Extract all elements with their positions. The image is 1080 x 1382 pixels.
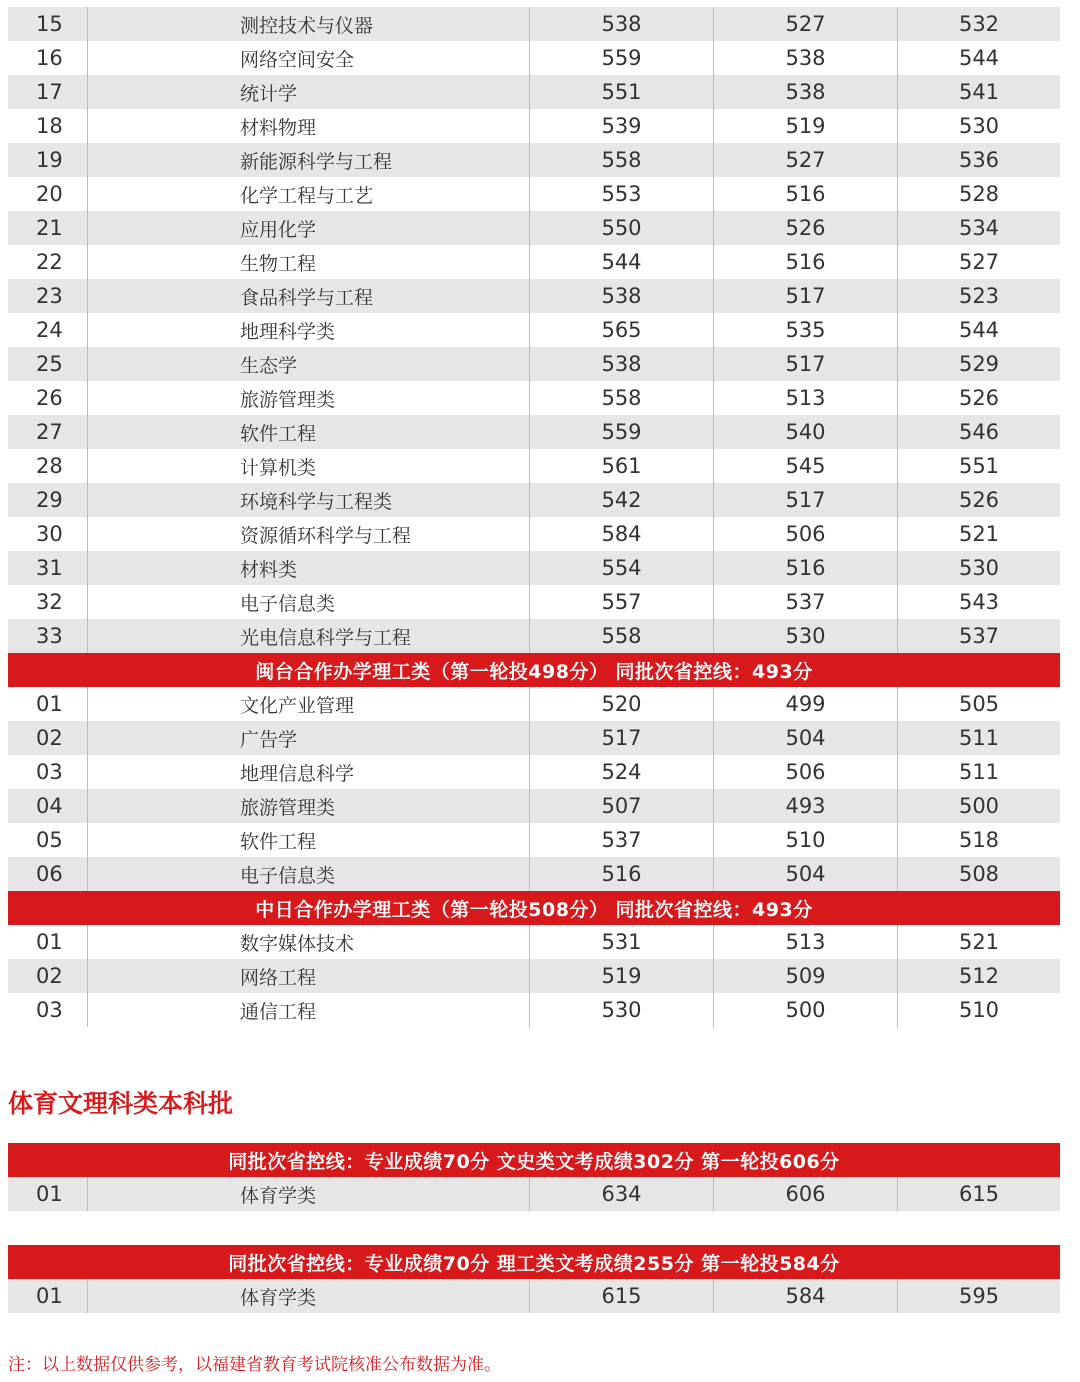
score-table-sports-science bbox=[8, 1245, 1060, 1313]
score-b: 540 bbox=[714, 415, 898, 449]
score-b: 538 bbox=[714, 75, 898, 109]
row-index: 19 bbox=[8, 143, 88, 177]
row-index: 25 bbox=[8, 347, 88, 381]
score-c: 534 bbox=[958, 216, 1000, 240]
score-a: 520 bbox=[530, 687, 714, 721]
major-name: 通信工程 bbox=[88, 993, 530, 1027]
score-c: 615 bbox=[958, 1182, 1000, 1206]
score-a: 519 bbox=[530, 959, 714, 993]
row-index: 02 bbox=[8, 959, 88, 993]
row-index: 06 bbox=[8, 857, 88, 891]
score-c: 527 bbox=[958, 250, 1000, 274]
row-index: 16 bbox=[8, 41, 88, 75]
row-index: 26 bbox=[8, 381, 88, 415]
score-c: 543 bbox=[958, 590, 1000, 614]
table-row bbox=[8, 789, 1060, 823]
score-a: 554 bbox=[530, 551, 714, 585]
score-c: 536 bbox=[958, 148, 1000, 172]
row-index: 22 bbox=[8, 245, 88, 279]
score-b: 545 bbox=[714, 449, 898, 483]
table-row bbox=[8, 585, 1060, 619]
score-a: 553 bbox=[530, 177, 714, 211]
score-c: 546 bbox=[958, 420, 1000, 444]
score-a: 559 bbox=[530, 41, 714, 75]
score-a: 517 bbox=[530, 721, 714, 755]
score-b: 584 bbox=[714, 1279, 898, 1313]
score-b: 504 bbox=[714, 721, 898, 755]
row-index: 01 bbox=[8, 925, 88, 959]
major-name: 资源循环科学与工程 bbox=[88, 517, 530, 551]
major-name: 生态学 bbox=[88, 347, 530, 381]
group-banner-zhongri: 中日合作办学理工类（第一轮投508分） 同批次省控线：493分 bbox=[8, 891, 1060, 925]
major-name: 生物工程 bbox=[88, 245, 530, 279]
major-name: 广告学 bbox=[88, 721, 530, 755]
score-a: 558 bbox=[530, 381, 714, 415]
row-index: 30 bbox=[8, 517, 88, 551]
row-index: 01 bbox=[8, 687, 88, 721]
table-row bbox=[8, 1177, 1060, 1211]
table-row bbox=[8, 415, 1060, 449]
major-name: 电子信息类 bbox=[88, 857, 530, 891]
score-c: 521 bbox=[958, 930, 1000, 954]
group-banner-mintai: 闽台合作办学理工类（第一轮投498分） 同批次省控线：493分 bbox=[8, 653, 1060, 687]
score-b: 606 bbox=[714, 1177, 898, 1211]
score-b: 516 bbox=[714, 245, 898, 279]
score-a: 516 bbox=[530, 857, 714, 891]
score-a: 538 bbox=[530, 7, 714, 41]
table-row bbox=[8, 211, 1060, 245]
score-c: 523 bbox=[958, 284, 1000, 308]
score-a: 538 bbox=[530, 279, 714, 313]
major-name: 统计学 bbox=[88, 75, 530, 109]
score-b: 527 bbox=[714, 7, 898, 41]
footnote: 注：以上数据仅供参考，以福建省教育考试院核准公布数据为准。 bbox=[8, 1355, 501, 1375]
row-index: 15 bbox=[8, 7, 88, 41]
table-row bbox=[8, 109, 1060, 143]
table-row bbox=[8, 1279, 1060, 1313]
score-b: 530 bbox=[714, 619, 898, 653]
row-index: 32 bbox=[8, 585, 88, 619]
score-b: 509 bbox=[714, 959, 898, 993]
score-a: 551 bbox=[530, 75, 714, 109]
score-b: 499 bbox=[714, 687, 898, 721]
major-name: 体育学类 bbox=[88, 1279, 530, 1313]
score-c: 544 bbox=[958, 318, 1000, 342]
score-c: 521 bbox=[958, 522, 1000, 546]
score-a: 530 bbox=[530, 993, 714, 1027]
row-index: 24 bbox=[8, 313, 88, 347]
score-a: 615 bbox=[530, 1279, 714, 1313]
major-name: 软件工程 bbox=[88, 823, 530, 857]
score-b: 517 bbox=[714, 483, 898, 517]
score-b: 504 bbox=[714, 857, 898, 891]
score-b: 510 bbox=[714, 823, 898, 857]
score-c: 510 bbox=[958, 998, 1000, 1022]
table-row bbox=[8, 483, 1060, 517]
major-name: 网络工程 bbox=[88, 959, 530, 993]
score-b: 535 bbox=[714, 313, 898, 347]
major-name: 材料物理 bbox=[88, 109, 530, 143]
score-a: 507 bbox=[530, 789, 714, 823]
score-b: 493 bbox=[714, 789, 898, 823]
score-c: 544 bbox=[958, 46, 1000, 70]
row-index: 20 bbox=[8, 177, 88, 211]
score-c: 595 bbox=[958, 1284, 1000, 1308]
row-index: 29 bbox=[8, 483, 88, 517]
row-index: 02 bbox=[8, 721, 88, 755]
row-index: 05 bbox=[8, 823, 88, 857]
score-a: 531 bbox=[530, 925, 714, 959]
table-row bbox=[8, 857, 1060, 891]
score-b: 506 bbox=[714, 517, 898, 551]
major-name: 地理信息科学 bbox=[88, 755, 530, 789]
table-row bbox=[8, 449, 1060, 483]
score-a: 558 bbox=[530, 143, 714, 177]
row-index: 21 bbox=[8, 211, 88, 245]
major-name: 体育学类 bbox=[88, 1177, 530, 1211]
table-row bbox=[8, 143, 1060, 177]
score-c: 500 bbox=[958, 794, 1000, 818]
score-c: 532 bbox=[958, 12, 1000, 36]
table-row bbox=[8, 619, 1060, 653]
row-index: 31 bbox=[8, 551, 88, 585]
score-a: 542 bbox=[530, 483, 714, 517]
sports-science-banner: 同批次省控线：专业成绩70分 理工类文考成绩255分 第一轮投584分 bbox=[8, 1245, 1060, 1279]
major-name: 电子信息类 bbox=[88, 585, 530, 619]
score-c: 505 bbox=[958, 692, 1000, 716]
row-index: 03 bbox=[8, 993, 88, 1027]
major-name: 材料类 bbox=[88, 551, 530, 585]
row-index: 04 bbox=[8, 789, 88, 823]
row-index: 01 bbox=[8, 1279, 88, 1313]
row-index: 28 bbox=[8, 449, 88, 483]
score-c: 511 bbox=[958, 726, 1000, 750]
sports-arts-banner: 同批次省控线：专业成绩70分 文史类文考成绩302分 第一轮投606分 bbox=[8, 1143, 1060, 1177]
score-a: 584 bbox=[530, 517, 714, 551]
score-b: 538 bbox=[714, 41, 898, 75]
major-name: 光电信息科学与工程 bbox=[88, 619, 530, 653]
score-c: 529 bbox=[958, 352, 1000, 376]
table-row bbox=[8, 381, 1060, 415]
major-name: 旅游管理类 bbox=[88, 381, 530, 415]
row-index: 18 bbox=[8, 109, 88, 143]
score-table-sports-arts bbox=[8, 1143, 1060, 1211]
row-index: 33 bbox=[8, 619, 88, 653]
table-row bbox=[8, 721, 1060, 755]
score-a: 559 bbox=[530, 415, 714, 449]
section-title-sports: 体育文理科类本科批 bbox=[8, 1089, 234, 1118]
row-index: 03 bbox=[8, 755, 88, 789]
score-a: 544 bbox=[530, 245, 714, 279]
row-index: 17 bbox=[8, 75, 88, 109]
table-row bbox=[8, 245, 1060, 279]
score-a: 550 bbox=[530, 211, 714, 245]
score-c: 537 bbox=[958, 624, 1000, 648]
score-b: 513 bbox=[714, 381, 898, 415]
table-row bbox=[8, 517, 1060, 551]
table-row bbox=[8, 959, 1060, 993]
table-row bbox=[8, 823, 1060, 857]
score-c: 511 bbox=[958, 760, 1000, 784]
score-b: 513 bbox=[714, 925, 898, 959]
score-c: 512 bbox=[958, 964, 1000, 988]
table-row bbox=[8, 925, 1060, 959]
major-name: 应用化学 bbox=[88, 211, 530, 245]
score-c: 518 bbox=[958, 828, 1000, 852]
major-name: 软件工程 bbox=[88, 415, 530, 449]
score-a: 558 bbox=[530, 619, 714, 653]
major-name: 计算机类 bbox=[88, 449, 530, 483]
score-table-main bbox=[8, 7, 1060, 1027]
table-row bbox=[8, 75, 1060, 109]
score-a: 539 bbox=[530, 109, 714, 143]
score-c: 551 bbox=[958, 454, 1000, 478]
major-name: 新能源科学与工程 bbox=[88, 143, 530, 177]
score-b: 500 bbox=[714, 993, 898, 1027]
score-a: 565 bbox=[530, 313, 714, 347]
major-name: 旅游管理类 bbox=[88, 789, 530, 823]
score-b: 517 bbox=[714, 279, 898, 313]
table-row bbox=[8, 41, 1060, 75]
score-c: 530 bbox=[958, 114, 1000, 138]
major-name: 化学工程与工艺 bbox=[88, 177, 530, 211]
score-c: 530 bbox=[958, 556, 1000, 580]
score-c: 528 bbox=[958, 182, 1000, 206]
row-index: 27 bbox=[8, 415, 88, 449]
row-index: 01 bbox=[8, 1177, 88, 1211]
major-name: 网络空间安全 bbox=[88, 41, 530, 75]
major-name: 地理科学类 bbox=[88, 313, 530, 347]
score-b: 527 bbox=[714, 143, 898, 177]
table-row bbox=[8, 687, 1060, 721]
score-a: 524 bbox=[530, 755, 714, 789]
score-b: 517 bbox=[714, 347, 898, 381]
table-row bbox=[8, 177, 1060, 211]
table-row bbox=[8, 347, 1060, 381]
score-b: 506 bbox=[714, 755, 898, 789]
score-a: 537 bbox=[530, 823, 714, 857]
table-row bbox=[8, 755, 1060, 789]
score-b: 526 bbox=[714, 211, 898, 245]
table-row bbox=[8, 313, 1060, 347]
score-b: 516 bbox=[714, 177, 898, 211]
table-row bbox=[8, 551, 1060, 585]
major-name: 食品科学与工程 bbox=[88, 279, 530, 313]
score-a: 634 bbox=[530, 1177, 714, 1211]
score-b: 537 bbox=[714, 585, 898, 619]
score-c: 526 bbox=[958, 386, 1000, 410]
score-a: 561 bbox=[530, 449, 714, 483]
major-name: 文化产业管理 bbox=[88, 687, 530, 721]
score-c: 526 bbox=[958, 488, 1000, 512]
major-name: 数字媒体技术 bbox=[88, 925, 530, 959]
score-b: 519 bbox=[714, 109, 898, 143]
score-b: 516 bbox=[714, 551, 898, 585]
major-name: 环境科学与工程类 bbox=[88, 483, 530, 517]
table-row bbox=[8, 279, 1060, 313]
score-a: 557 bbox=[530, 585, 714, 619]
score-c: 508 bbox=[958, 862, 1000, 886]
score-c: 541 bbox=[958, 80, 1000, 104]
score-a: 538 bbox=[530, 347, 714, 381]
major-name: 测控技术与仪器 bbox=[88, 7, 530, 41]
row-index: 23 bbox=[8, 279, 88, 313]
table-row bbox=[8, 993, 1060, 1027]
table-row bbox=[8, 7, 1060, 41]
